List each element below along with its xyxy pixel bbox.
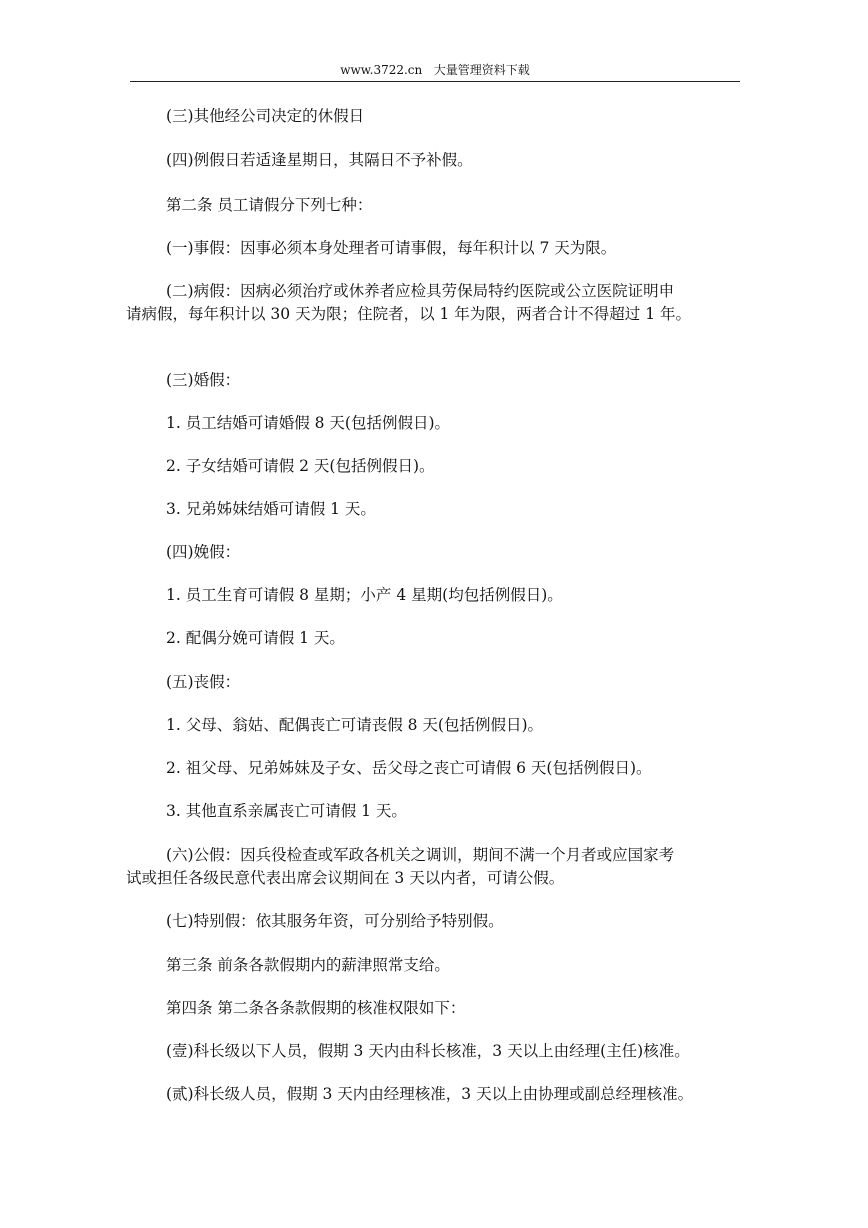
page-header [130,62,740,78]
list-item: 2. 子女结婚可请假 2 天(包括例假日)。 [166,457,435,475]
paragraph: (三)其他经公司决定的休假日 [166,107,365,125]
paragraph: 第二条 员工请假分下列七种： [166,196,373,214]
list-item: 1. 员工生育可请假 8 星期；小产 4 星期(均包括例假日)。 [166,586,563,604]
paragraph: (三)婚假： [166,371,241,389]
list-item: 3. 其他直系亲属丧亡可请假 1 天。 [166,802,407,820]
paragraph: (六)公假：因兵役检查或军政各机关之调训，期间不满一个月者或应国家考 [166,846,675,864]
list-item: 2. 祖父母、兄弟姊妹及子女、岳父母之丧亡可请假 6 天(包括例假日)。 [166,759,652,777]
paragraph: 第四条 第二条各条款假期的核准权限如下： [166,999,466,1017]
header-rule [130,81,740,82]
list-item: 1. 员工结婚可请婚假 8 天(包括例假日)。 [166,414,451,432]
paragraph: (贰)科长级人员，假期 3 天内由经理核准，3 天以上由协理或副总经理核准。 [166,1085,694,1103]
paragraph: (五)丧假： [166,673,241,691]
paragraph: (四)例假日若适逢星期日，其隔日不予补假。 [166,151,473,169]
header-tagline: 大量管理资料下载 [433,63,530,77]
paragraph: (四)娩假： [166,543,241,561]
paragraph: (二)病假：因病必须治疗或休养者应检具劳保局特约医院或公立医院证明申 [166,282,675,300]
paragraph-continuation: 试或担任各级民意代表出席会议期间在 3 天以内者，可请公假。 [126,869,565,887]
paragraph: (七)特别假：依其服务年资，可分别给予特别假。 [166,912,504,930]
header-site: www.3722.cn [340,63,423,77]
list-item: 3. 兄弟姊妹结婚可请假 1 天。 [166,500,376,518]
paragraph: 第三条 前条各款假期内的薪津照常支给。 [166,956,450,974]
paragraph-continuation: 请病假，每年积计以 30 天为限；住院者，以 1 年为限，两者合计不得超过 1 年。 [126,305,692,323]
list-item: 2. 配偶分娩可请假 1 天。 [166,629,345,647]
paragraph: (一)事假：因事必须本身处理者可请事假，每年积计以 7 天为限。 [166,239,617,257]
list-item: 1. 父母、翁姑、配偶丧亡可请丧假 8 天(包括例假日)。 [166,716,544,734]
paragraph: (壹)科长级以下人员，假期 3 天内由科长核准，3 天以上由经理(主任)核准。 [166,1042,690,1060]
